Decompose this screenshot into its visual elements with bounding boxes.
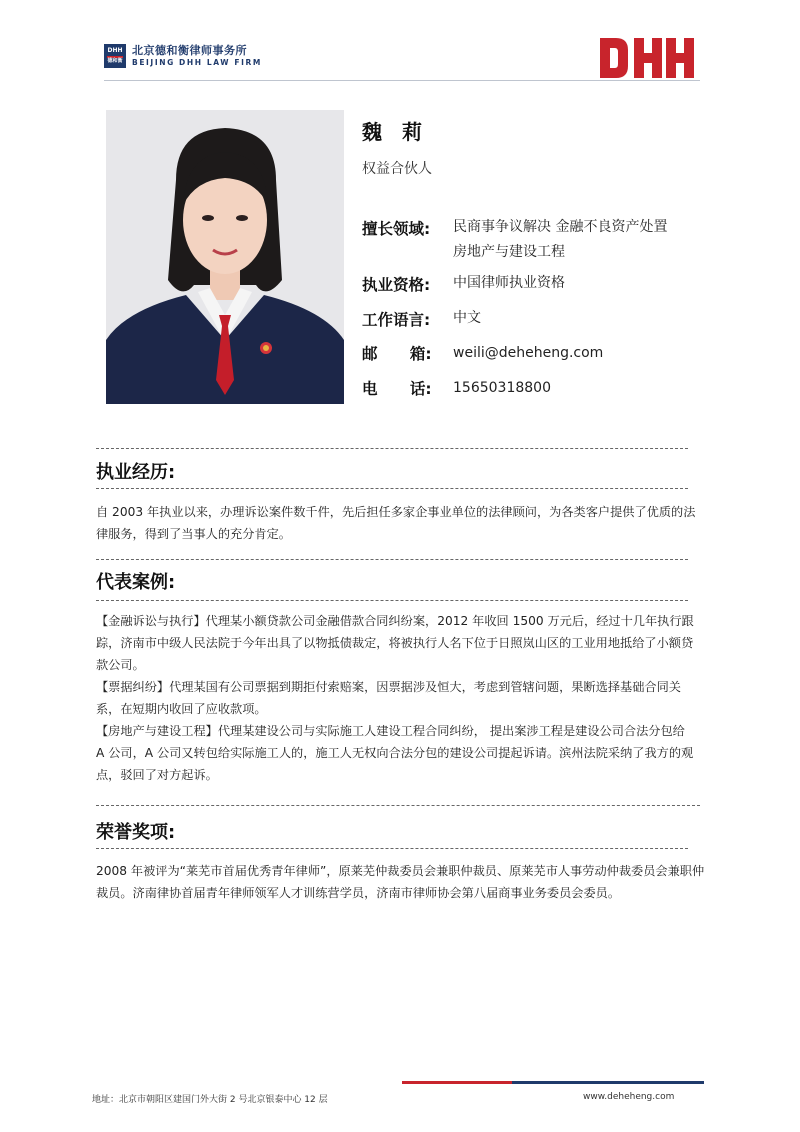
expertise-label: 擅长领域: bbox=[362, 220, 431, 238]
experience-text: 自 2003 年执业以来，办理诉讼案件数千件，先后担任多家企事业单位的法律顾问，为各类客户提供了优质的法律服务，得到了当事人的充分肯定。 bbox=[96, 505, 696, 541]
lawyer-portrait-photo bbox=[106, 110, 344, 404]
footer-accent-blue bbox=[512, 1081, 704, 1084]
honors-heading: 荣誉奖项: bbox=[96, 822, 176, 843]
emblem-text: DHH bbox=[107, 47, 123, 54]
firm-logo bbox=[104, 44, 262, 68]
divider bbox=[96, 559, 688, 560]
dhh-brand-logo bbox=[598, 36, 698, 84]
language-value: 中文 bbox=[453, 310, 481, 326]
qualification-label: 执业资格: bbox=[362, 276, 431, 294]
divider bbox=[96, 600, 688, 601]
case-item: 【房地产与建设工程】代理某建设公司与实际施工人建设工程合同纠纷， 提出案涉工程是建设公司合法分包给 A 公司，A 公司又转包给实际施工人的，施工人无权向合法分包的建设公司提起诉请。滨州法院采纳了我方的观点，驳回了对方起诉。 bbox=[96, 724, 694, 782]
firm-name-cn: 北京德和衡律师事务所 bbox=[132, 44, 247, 57]
honors-text: 2008 年被评为“莱芜市首届优秀青年律师”，原莱芜仲裁委员会兼职仲裁员、原莱芜市人事劳动仲裁委员会兼职仲裁员。济南律协首届青年律师领军人才训练营学员，济南市律师协会第八届商事业务委员会委员。 bbox=[96, 864, 705, 900]
qualification-value: 中国律师执业资格 bbox=[453, 275, 565, 291]
firm-emblem-icon bbox=[104, 44, 126, 68]
lawyer-name: 魏莉 bbox=[362, 120, 442, 144]
emblem-sub: 德和衡 bbox=[107, 58, 123, 64]
cases-heading: 代表案例: bbox=[96, 572, 176, 593]
divider bbox=[96, 448, 688, 449]
footer-website-link[interactable]: www.deheheng.com bbox=[583, 1092, 675, 1102]
expertise-value-line2: 房地产与建设工程 bbox=[453, 244, 565, 260]
expertise-value: 民商事争议解决 金融不良资产处置 bbox=[453, 219, 668, 235]
language-label: 工作语言: bbox=[362, 311, 431, 329]
email-value[interactable]: weili@deheheng.com bbox=[453, 345, 604, 361]
phone-label: 电 话: bbox=[362, 380, 432, 398]
divider bbox=[96, 488, 688, 489]
case-item: 【票据纠纷】代理某国有公司票据到期拒付索赔案，因票据涉及恒大，考虑到管辖问题，果断选择基础合同关系，在短期内收回了应收款项。 bbox=[96, 680, 681, 716]
divider bbox=[96, 805, 700, 806]
cases-list bbox=[96, 610, 696, 786]
experience-heading: 执业经历: bbox=[96, 462, 176, 483]
email-label: 邮 箱: bbox=[362, 345, 432, 363]
divider bbox=[96, 848, 688, 849]
phone-value[interactable]: 15650318800 bbox=[453, 380, 551, 396]
lawyer-title: 权益合伙人 bbox=[362, 161, 432, 177]
footer-accent-red bbox=[402, 1081, 512, 1084]
case-item: 【金融诉讼与执行】代理某小额贷款公司金融借款合同纠纷案，2012 年收回 1500 万元后，经过十几年执行跟踪，济南市中级人民法院于今年出具了以物抵债裁定，将被执行人名下位于日照岚山区的工业用地抵给了小额贷款公司。 bbox=[96, 614, 694, 672]
footer-address: 地址：北京市朝阳区建国门外大街 2 号北京银泰中心 12 层 bbox=[92, 1095, 328, 1105]
firm-name-en: BEIJING DHH LAW FIRM bbox=[132, 58, 262, 67]
